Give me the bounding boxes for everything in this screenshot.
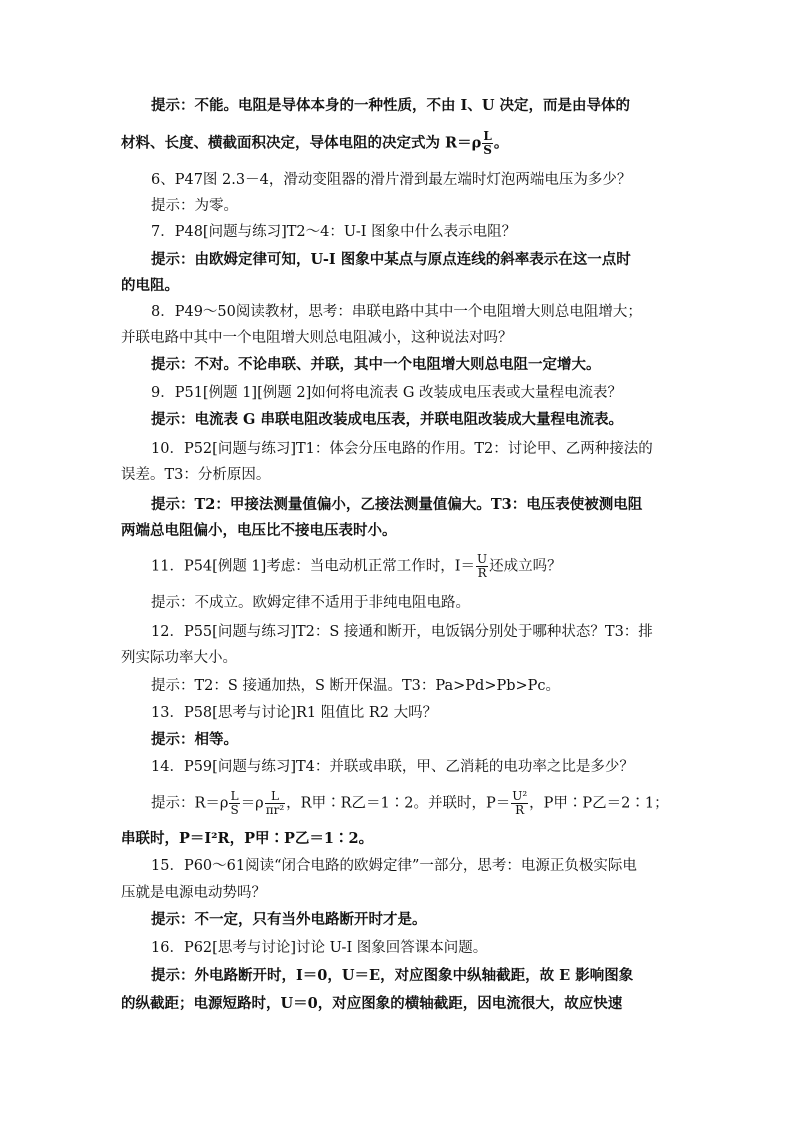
numerator: U <box>477 552 488 566</box>
text: 9．P51[例题 1][例题 2]如何将电流表 G 改装成电压表或大量程电流表？ <box>151 385 623 401</box>
text: 6、P47图 2.3－4，滑动变阻器的滑片滑到最左端时灯泡两端电压为多少？ <box>151 172 632 188</box>
numerator: L <box>230 789 239 803</box>
hint-line <box>151 676 711 696</box>
text: 提示：不成立。欧姆定律不适用于非纯电阻电路。 <box>151 595 470 611</box>
denominator: S <box>483 143 492 157</box>
text: 提示：外电路断开时，I＝0，U＝E，对应图象中纵轴截距，故 E 影响图象 <box>151 967 634 984</box>
text: 提示：R＝ρ <box>151 795 229 812</box>
hint-line <box>151 966 711 986</box>
text: ，R甲∶R乙＝1∶2。并联时，P＝ <box>286 795 511 812</box>
text: 提示：相等。 <box>151 731 238 748</box>
text: 的电阻。 <box>121 277 179 294</box>
hint-line <box>151 96 711 116</box>
text: 8．P49～50阅读教材，思考：串联电路中其中一个电阻增大则总电阻增大； <box>151 304 642 320</box>
question-line <box>151 856 711 876</box>
fraction <box>476 553 488 580</box>
text: 16．P62[思考与讨论]讨论 U-I 图象回答课本问题。 <box>151 940 488 956</box>
hint-line <box>151 250 711 270</box>
fraction <box>229 790 239 817</box>
hint-line <box>151 410 711 430</box>
question-line <box>121 648 681 668</box>
fraction <box>511 790 528 817</box>
text: 提示：不一定，只有当外电路断开时才是。 <box>151 911 427 928</box>
denominator: S <box>230 803 239 817</box>
text: ，P甲∶P乙＝2∶1； <box>529 795 669 812</box>
text: 10．P52[问题与练习]T1：体会分压电路的作用。T2：讨论甲、乙两种接法的 <box>151 441 653 457</box>
hint-line <box>151 730 711 750</box>
hint-line <box>121 829 681 849</box>
text: 提示：T2：甲接法测量值偏小，乙接法测量值偏大。T3：电压表使被测电阻 <box>151 496 643 513</box>
text: 还成立吗？ <box>489 558 562 575</box>
text: 。 <box>493 134 509 152</box>
text: 11．P54[例题 1]考虑：当电动机正常工作时，I＝ <box>151 558 476 575</box>
text: 提示：T2：S 接通加热，S 断开保温。T3：Pa>Pd>Pb>Pc。 <box>151 678 561 694</box>
hint-line <box>151 910 711 930</box>
text: 提示：为零。 <box>151 198 238 214</box>
question-line <box>151 938 711 958</box>
question-line <box>151 757 711 777</box>
question-line <box>151 703 711 723</box>
question-line <box>151 302 711 322</box>
question-line <box>151 439 711 459</box>
hint-line <box>121 521 681 541</box>
text: 提示：由欧姆定律可知，U-I 图象中某点与原点连线的斜率表示在这一点时 <box>151 251 631 268</box>
text: 并联电路中其中一个电阻增大则总电阻减小，这种说法对吗？ <box>121 330 513 346</box>
denominator: πr² <box>265 803 285 817</box>
text: 14．P59[问题与练习]T4：并联或串联，甲、乙消耗的电功率之比是多少？ <box>151 759 634 775</box>
fraction <box>482 130 493 157</box>
fraction <box>265 790 285 817</box>
numerator: L <box>265 790 285 804</box>
text: 7．P48[问题与练习]T2～4：U-I 图象中什么表示电阻？ <box>151 224 517 240</box>
text: 列实际功率大小。 <box>121 650 237 666</box>
text: ＝ρ <box>240 795 264 812</box>
text: 压就是电源电动势吗？ <box>121 885 266 901</box>
text: 13．P58[思考与讨论]R1 阻值比 R2 大吗？ <box>151 705 438 721</box>
text: 误差。T3：分析原因。 <box>121 467 271 483</box>
numerator: U² <box>512 789 528 803</box>
text: 两端总电阻偏小，电压比不接电压表时小。 <box>121 522 397 539</box>
question-line <box>121 465 681 485</box>
text: 串联时，P＝I²R，P甲∶P乙＝1∶2。 <box>121 830 374 847</box>
question-line <box>121 883 681 903</box>
hint-line <box>121 994 681 1014</box>
question-line <box>121 328 681 348</box>
text: 提示：电流表 G 串联电阻改装成电压表，并联电阻改装成大量程电流表。 <box>151 411 623 428</box>
text: 提示：不能。电阻是导体本身的一种性质，不由 I、U 决定，而是由导体的 <box>151 97 631 114</box>
hint-line <box>121 276 681 296</box>
hint-line <box>151 495 711 515</box>
hint-line <box>121 130 681 157</box>
numerator: L <box>483 129 492 143</box>
question-line <box>151 383 711 403</box>
question-line <box>151 622 711 642</box>
text: 的纵截距；电源短路时，U＝0，对应图象的横轴截距，因电流很大，故应快速 <box>121 995 623 1012</box>
text: 提示：不对。不论串联、并联，其中一个电阻增大则总电阻一定增大。 <box>151 356 601 373</box>
question-line <box>151 222 711 242</box>
question-line <box>151 170 711 190</box>
text: 材料、长度、横截面积决定，导体电阻的决定式为 R＝ρ <box>121 134 482 152</box>
denominator: R <box>515 803 525 817</box>
hint-line <box>151 593 711 613</box>
hint-line <box>151 196 711 216</box>
denominator: R <box>477 566 487 580</box>
text: 15．P60～61阅读“闭合电路的欧姆定律”一部分，思考：电源正负极实际电 <box>151 858 637 874</box>
text: 12．P55[问题与练习]T2：S 接通和断开，电饭锅分别处于哪种状态？T3：排 <box>151 624 653 640</box>
question-line <box>151 553 711 580</box>
hint-line <box>151 790 711 817</box>
hint-line <box>151 355 711 375</box>
